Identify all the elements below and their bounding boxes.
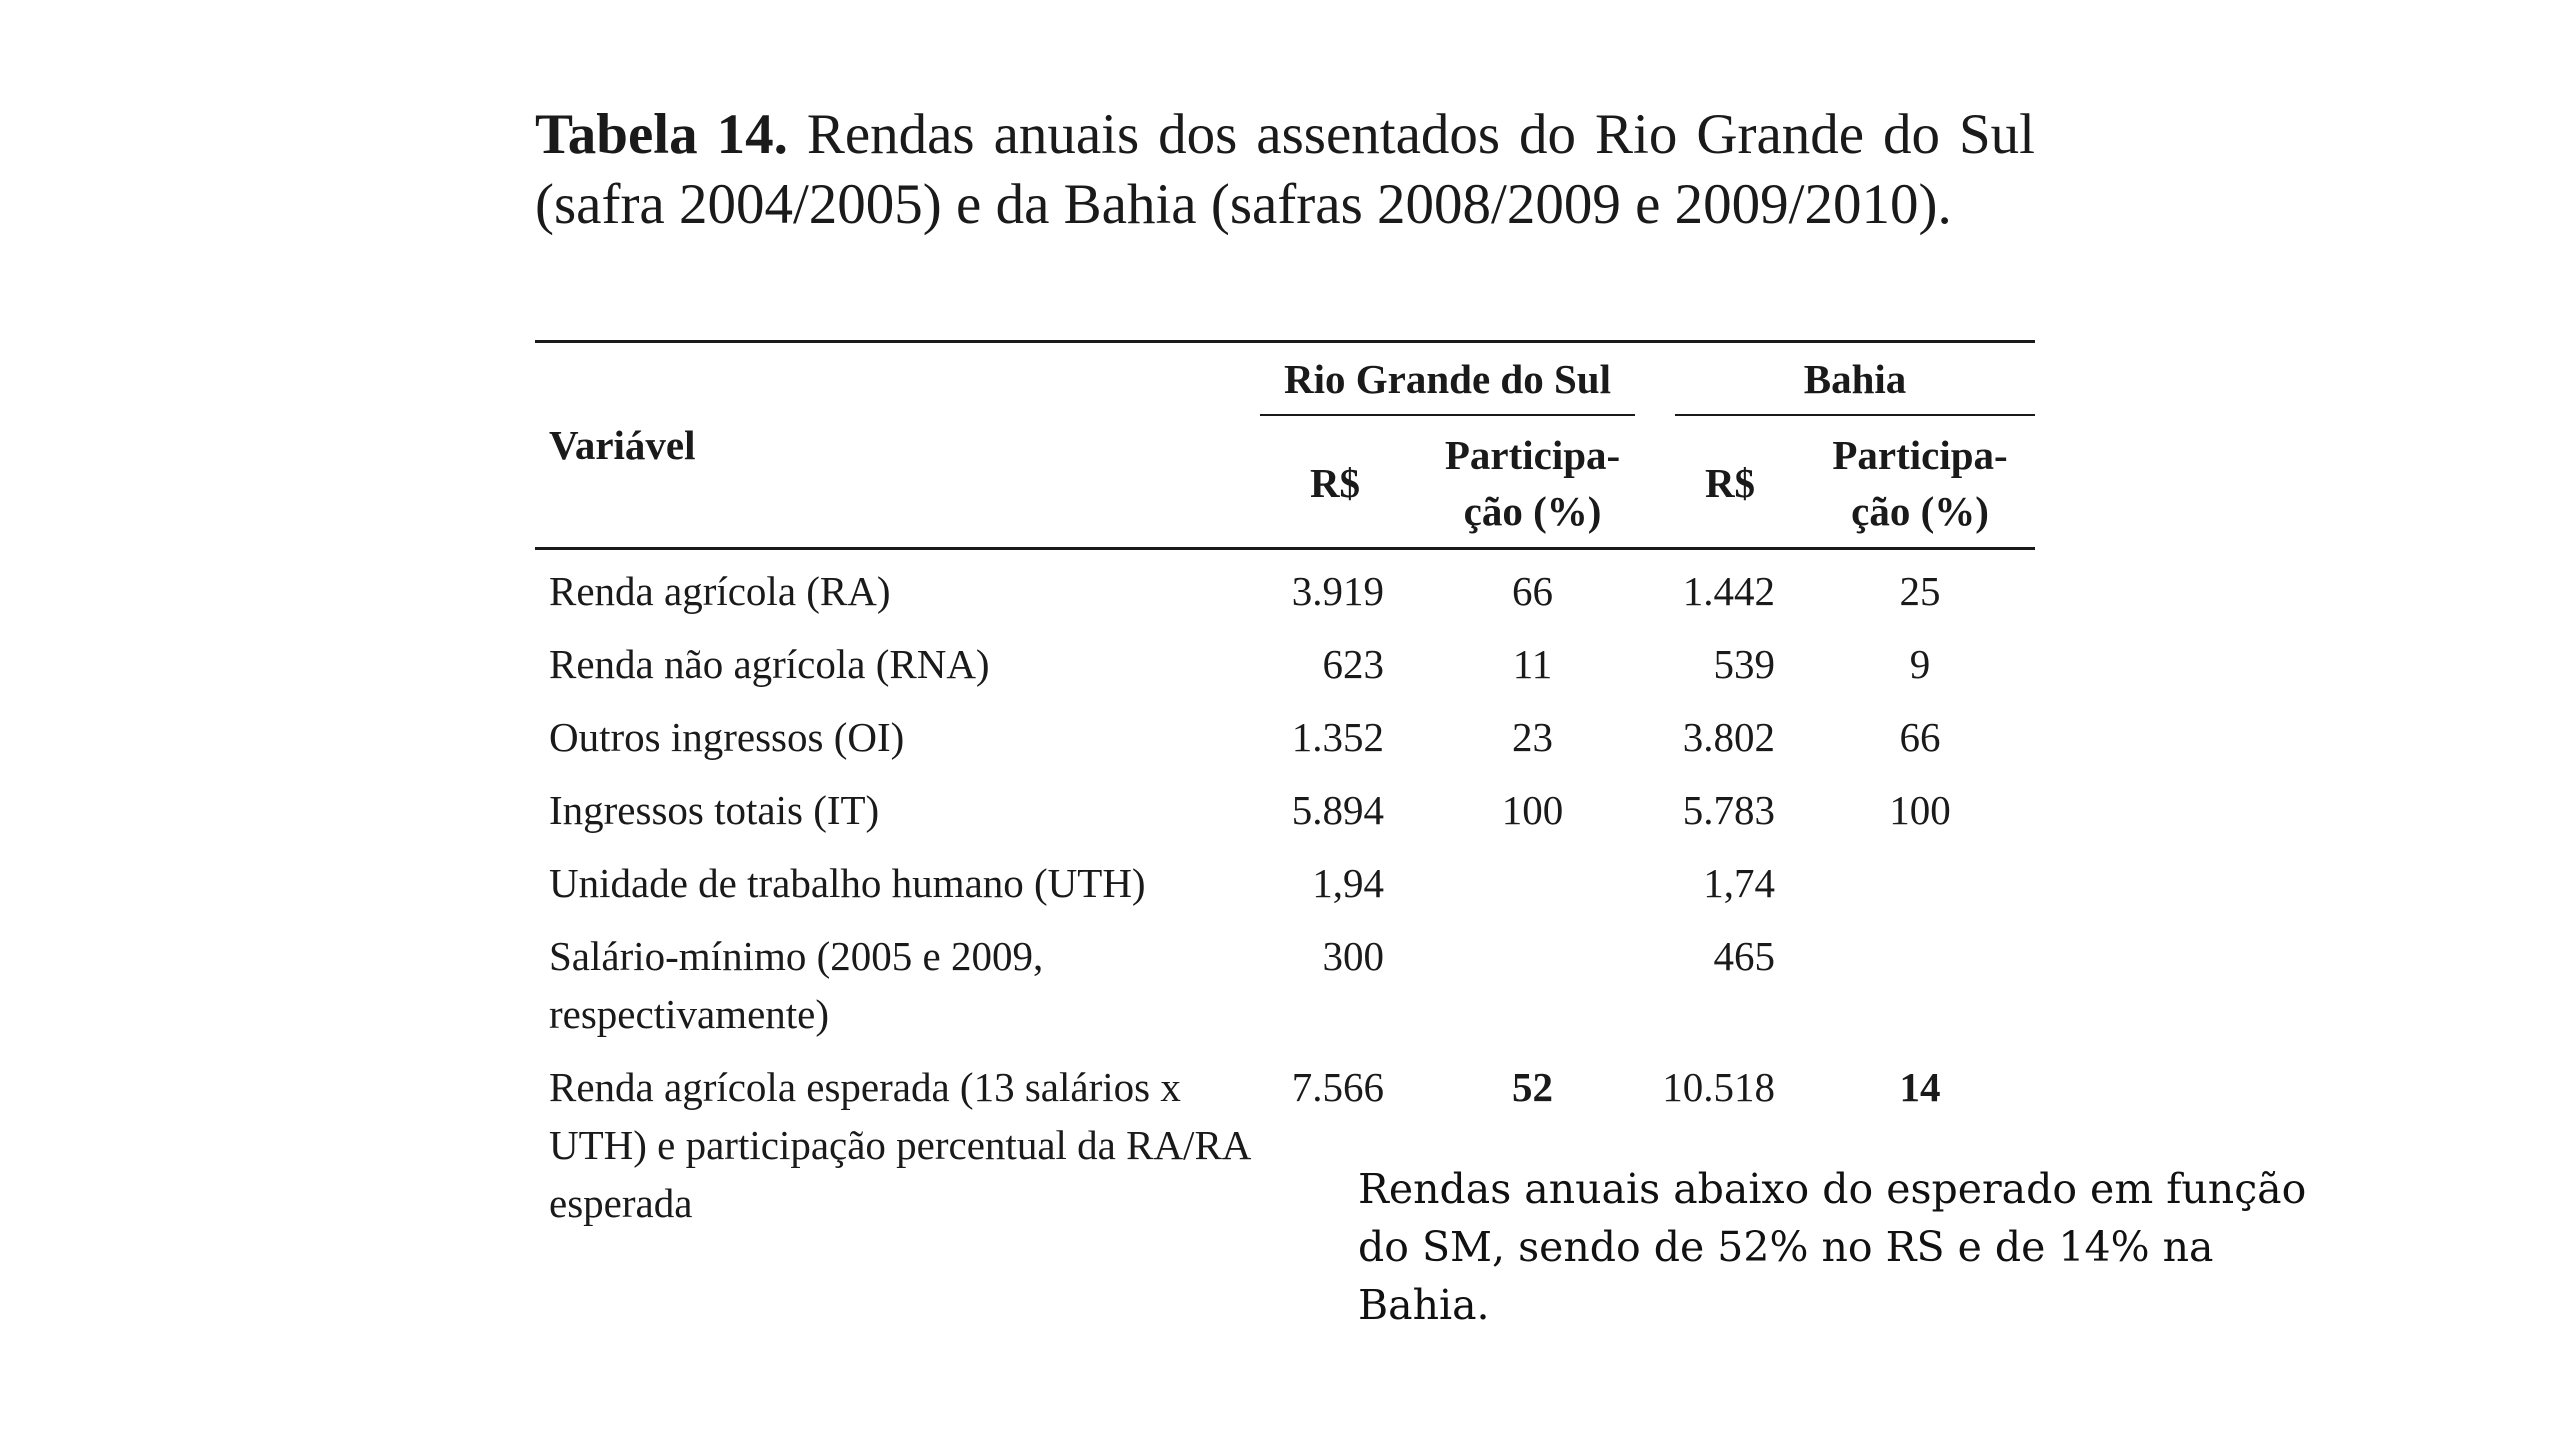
row-variable: Renda agrícola esperada (13 salários x UTH) e participação percentual da RA/RA esperada bbox=[549, 1064, 1250, 1226]
table-row bbox=[535, 627, 2035, 700]
row-rs-value: 1.352 bbox=[1291, 714, 1384, 760]
row-rs-value: 1,94 bbox=[1312, 860, 1384, 906]
header-variable: Variável bbox=[535, 342, 1260, 549]
row-ba-share: 100 bbox=[1889, 787, 1951, 833]
row-ba-share: 66 bbox=[1899, 714, 1941, 760]
row-ba-share bbox=[1805, 919, 2035, 1050]
caption-text: Rendas anuais dos assentados do Rio Grande do Sul (safra 2004/2005) e da Bahia (safras 2008/2009 e 2009/2010). bbox=[535, 103, 2036, 236]
row-ba-value: 539 bbox=[1713, 641, 1776, 687]
row-variable: Unidade de trabalho humano (UTH) bbox=[549, 860, 1146, 906]
header-rs-value: R$ bbox=[1260, 419, 1410, 549]
row-rs-value: 5.894 bbox=[1291, 787, 1384, 833]
row-ba-value: 1,74 bbox=[1703, 860, 1776, 906]
row-rs-share: 66 bbox=[1512, 568, 1553, 614]
row-variable: Outros ingressos (OI) bbox=[549, 714, 905, 760]
row-variable: Salário-mínimo (2005 e 2009, respectivamente) bbox=[549, 933, 1044, 1037]
row-rs-share: 11 bbox=[1512, 641, 1553, 687]
header-group-bahia bbox=[1655, 342, 2035, 420]
annotation-note: Rendas anuais abaixo do esperado em função do SM, sendo de 52% no RS e de 14% na Bahia. bbox=[1358, 1165, 2307, 1329]
row-ba-share: 14 bbox=[1899, 1064, 1941, 1110]
row-rs-share: 100 bbox=[1501, 787, 1564, 833]
income-table bbox=[535, 340, 2035, 1239]
row-rs-value: 3.919 bbox=[1291, 568, 1384, 614]
header-ba-share: Participa- ção (%) bbox=[1805, 419, 2035, 549]
row-rs-share: 23 bbox=[1512, 714, 1553, 760]
row-variable: Ingressos totais (IT) bbox=[549, 787, 880, 833]
row-ba-value: 3.802 bbox=[1682, 714, 1776, 760]
table-row bbox=[535, 846, 2035, 919]
row-rs-share bbox=[1410, 846, 1655, 919]
row-rs-share bbox=[1410, 919, 1655, 1050]
header-group-rio-grande-do-sul bbox=[1260, 342, 1655, 420]
row-variable: Renda não agrícola (RNA) bbox=[549, 641, 990, 687]
table-row bbox=[535, 773, 2035, 846]
row-rs-share: 52 bbox=[1512, 1064, 1553, 1110]
row-rs-value: 300 bbox=[1322, 933, 1384, 979]
table-row bbox=[535, 919, 2035, 1050]
table-row bbox=[535, 549, 2035, 628]
caption-label: Tabela 14. bbox=[535, 103, 788, 166]
row-ba-value: 5.783 bbox=[1682, 787, 1776, 833]
table-caption bbox=[535, 100, 2035, 240]
row-variable: Renda agrícola (RA) bbox=[549, 568, 891, 614]
header-group-ba-label: Bahia bbox=[1675, 350, 2035, 416]
row-ba-share: 9 bbox=[1909, 641, 1931, 687]
header-rs-share: Participa- ção (%) bbox=[1410, 419, 1655, 549]
row-ba-value: 465 bbox=[1713, 933, 1776, 979]
income-table-container bbox=[535, 340, 2035, 1239]
row-rs-value: 7.566 bbox=[1291, 1064, 1384, 1110]
header-group-rs-label: Rio Grande do Sul bbox=[1260, 350, 1635, 416]
row-ba-share bbox=[1805, 846, 2035, 919]
row-ba-share: 25 bbox=[1899, 568, 1941, 614]
row-ba-value: 10.518 bbox=[1662, 1064, 1776, 1110]
row-rs-value: 623 bbox=[1322, 641, 1384, 687]
row-ba-value: 1.442 bbox=[1682, 568, 1776, 614]
header-ba-value: R$ bbox=[1655, 419, 1805, 549]
table-row bbox=[535, 700, 2035, 773]
